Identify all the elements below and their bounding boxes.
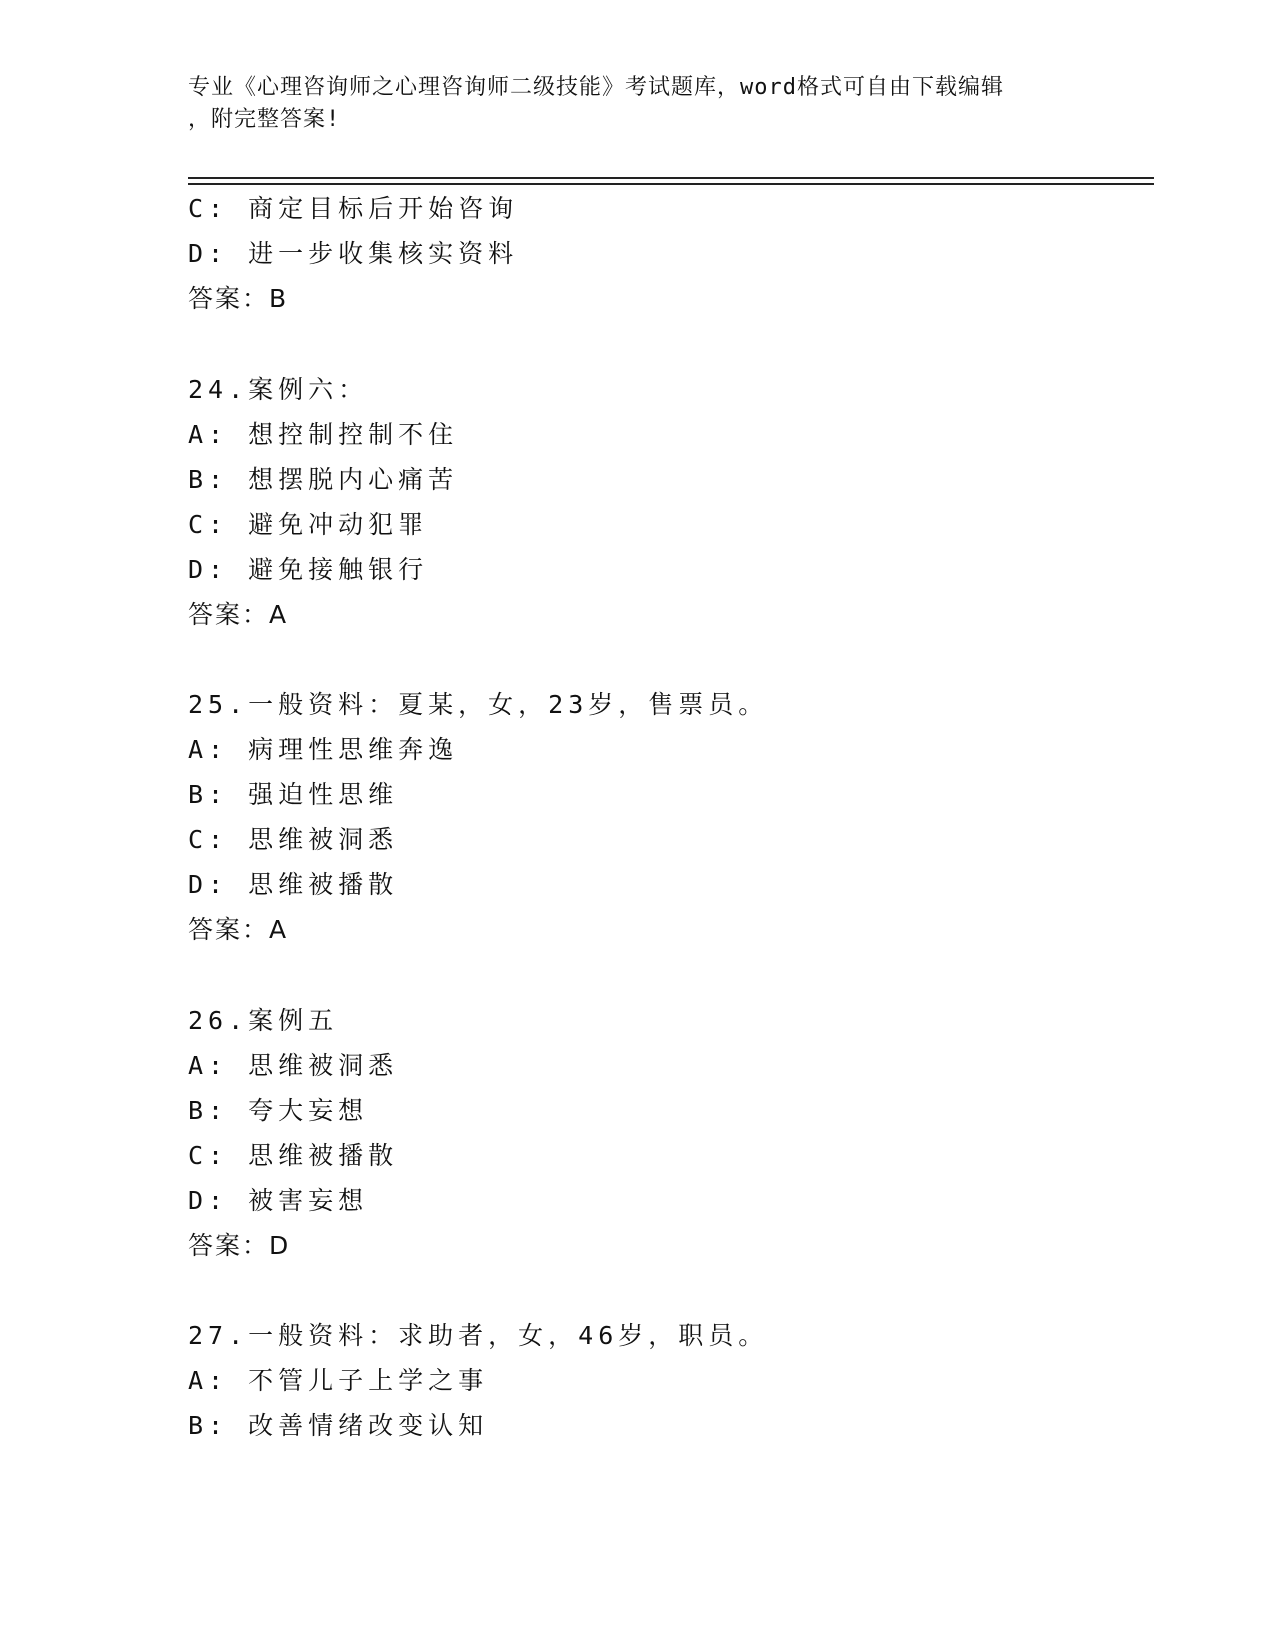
option-a: A: 病理性思维奔逸: [188, 735, 459, 764]
answer-line: 答案：A: [188, 600, 289, 629]
answer-line: 答案：A: [188, 915, 289, 944]
question-24: 24.案例六：: [188, 375, 369, 404]
option-b: B: 夸大妄想: [188, 1096, 369, 1125]
document-header: [188, 72, 1088, 136]
question-25: 25.一般资料：夏某，女，23岁，售票员。: [188, 690, 769, 719]
header-divider-top: [188, 177, 1154, 179]
option-c: C: 思维被洞悉: [188, 825, 399, 854]
header-title-line1: 专业《心理咨询师之心理咨询师二级技能》考试题库，word格式可自由下载编辑: [188, 75, 1004, 100]
option-b: B: 想摆脱内心痛苦: [188, 465, 459, 494]
option-d: D: 被害妄想: [188, 1186, 369, 1215]
header-divider-bottom: [188, 183, 1154, 185]
option-d: D: 进一步收集核实资料: [188, 239, 519, 268]
option-a: A: 思维被洞悉: [188, 1051, 399, 1080]
option-b: B: 强迫性思维: [188, 780, 399, 809]
answer-line: 答案：B: [188, 284, 289, 313]
option-d: D: 思维被播散: [188, 870, 399, 899]
header-title-line2: ，附完整答案!: [188, 107, 341, 132]
option-c: C: 商定目标后开始咨询: [188, 194, 519, 223]
option-a: A: 想控制控制不住: [188, 420, 459, 449]
option-a: A: 不管儿子上学之事: [188, 1366, 489, 1395]
option-b: B: 改善情绪改变认知: [188, 1411, 489, 1440]
option-c: C: 避免冲动犯罪: [188, 510, 429, 539]
option-c: C: 思维被播散: [188, 1141, 399, 1170]
question-27: 27.一般资料：求助者，女，46岁，职员。: [188, 1321, 769, 1350]
answer-line: 答案：D: [188, 1231, 291, 1260]
question-26: 26.案例五: [188, 1006, 339, 1035]
option-d: D: 避免接触银行: [188, 555, 429, 584]
